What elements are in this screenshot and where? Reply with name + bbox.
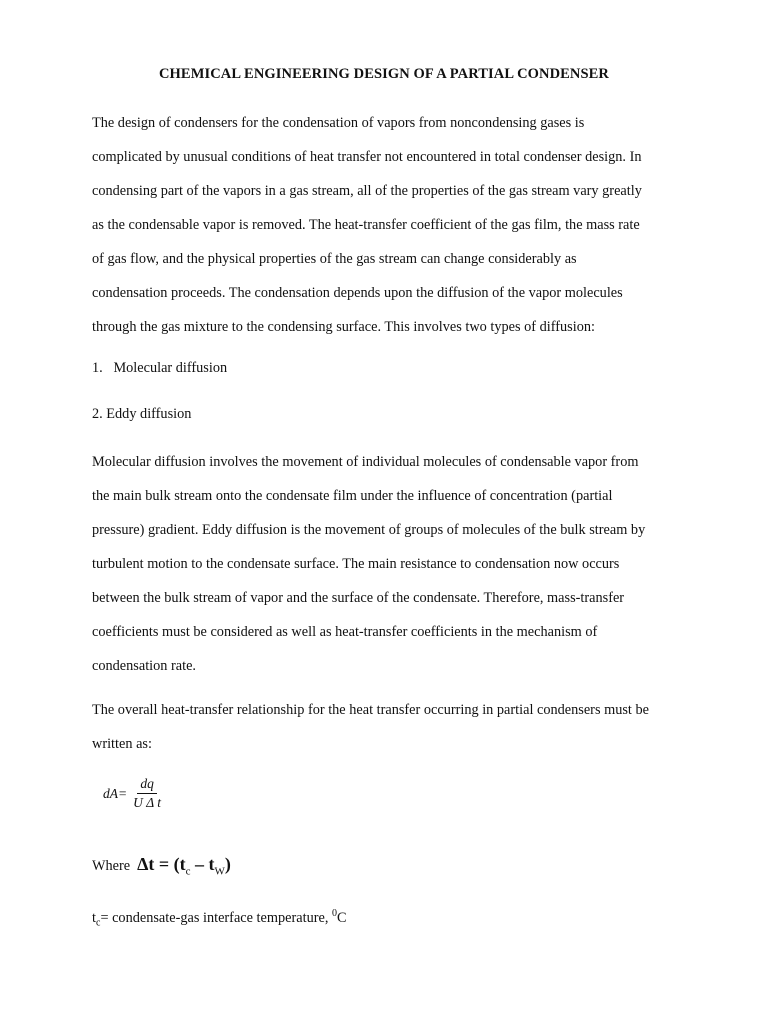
paragraph-line: between the bulk stream of vapor and the surface of the condensate. Therefore, mass-transfer [92, 590, 625, 606]
paragraph-line: Molecular diffusion involves the movement of individual molecules of condensable vapor from [92, 454, 639, 470]
tc-sup: 0 [331, 908, 337, 919]
delta-t-expression [137, 854, 231, 878]
heat-transfer-formula [103, 776, 164, 811]
paragraph-diffusion [92, 452, 712, 690]
paragraph-line: turbulent motion to the condensate surface. The main resistance to condensation now occurs [92, 556, 620, 572]
paragraph-line: condensation proceeds. The condensation depends upon the diffusion of the vapor molecules [92, 285, 623, 301]
paragraph-intro [92, 113, 712, 351]
expr-end: ) [224, 854, 231, 874]
paragraph-line: The overall heat-transfer relationship for the heat transfer occurring in partial condensers must be [92, 702, 649, 718]
list-item-eddy: 2. Eddy diffusion [92, 406, 192, 422]
formula-denominator: U Δ t [133, 795, 162, 810]
tc-symbol: t [92, 909, 96, 926]
where-label: Where [92, 858, 131, 874]
expr-mid: – t [190, 854, 215, 874]
paragraph-line: of gas flow, and the physical properties of the gas stream can change considerably as [92, 251, 577, 267]
tc-definition [92, 908, 347, 929]
paragraph-line: written as: [92, 736, 152, 752]
paragraph-line: coefficients must be considered as well as heat-transfer coefficients in the mechanism of [92, 624, 598, 640]
paragraph-line: condensing part of the vapors in a gas stream, all of the properties of the gas stream vary greatly [92, 183, 642, 199]
expr-sub-c: c [185, 865, 191, 878]
paragraph-line: complicated by unusual conditions of heat transfer not encountered in total condenser design. In [92, 149, 642, 165]
expr-sub-w: W [214, 865, 225, 878]
formula-lhs: dA= [103, 785, 128, 801]
paragraph-line: the main bulk stream onto the condensate film under the influence of concentration (partial [92, 488, 613, 504]
paragraph-line: pressure) gradient. Eddy diffusion is the movement of groups of molecules of the bulk stream by [92, 522, 646, 538]
formula-numerator: dq [137, 776, 157, 794]
formula-fraction [130, 776, 164, 811]
where-definition [92, 854, 231, 878]
paragraph-line: The design of condensers for the condensation of vapors from noncondensing gases is [92, 115, 585, 131]
document-title: CHEMICAL ENGINEERING DESIGN OF A PARTIAL CONDENSER [158, 66, 610, 82]
tc-unit: C [336, 909, 347, 926]
paragraph-line: as the condensable vapor is removed. The heat-transfer coefficient of the gas film, the mass rate [92, 217, 640, 233]
paragraph-relationship [92, 700, 712, 768]
list-item-molecular: 1. Molecular diffusion [92, 360, 228, 376]
expr-start: Δt = (t [137, 854, 186, 874]
paragraph-line: through the gas mixture to the condensing surface. This involves two types of diffusion: [92, 319, 595, 335]
tc-sub: c [95, 917, 101, 929]
tc-text: = condensate-gas interface temperature, [100, 909, 332, 926]
paragraph-line: condensation rate. [92, 658, 197, 674]
